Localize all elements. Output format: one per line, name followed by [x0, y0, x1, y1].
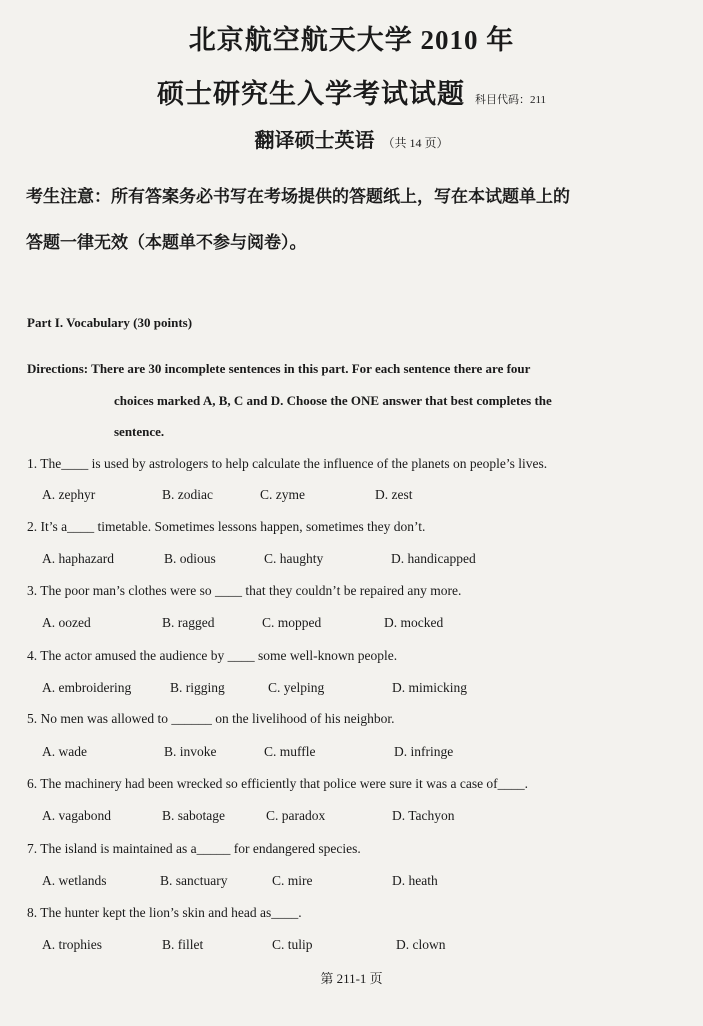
- exam-title-line: [0, 72, 703, 111]
- question-3-option-b: B. ragged: [162, 615, 215, 630]
- question-6-option-c: C. paradox: [266, 808, 326, 823]
- part-title: Part I. Vocabulary (30 points): [27, 315, 193, 330]
- exam-title-university: 北京航空航天大学 2010 年: [188, 25, 515, 55]
- question-1-option-b: B. zodiac: [162, 487, 213, 502]
- exam-title: 硕士研究生入学考试试题: [156, 79, 465, 109]
- question-1: 1. The____ is used by astrologers to help calculate the influence of the planets on people’s lives.: [27, 456, 548, 471]
- question-5-option-d: D. infringe: [394, 744, 454, 759]
- question-6-option-a: A. vagabond: [42, 808, 111, 823]
- question-7-option-b: B. sanctuary: [160, 873, 228, 888]
- question-2-option-b: B. odious: [164, 551, 216, 566]
- subject-line: [0, 124, 703, 153]
- question-8-option-b: B. fillet: [162, 937, 204, 952]
- question-3: 3. The poor man’s clothes were so ____ that they couldn’t be repaired any more.: [27, 583, 462, 598]
- question-7-option-c: C. mire: [272, 873, 313, 888]
- question-2-option-c: C. haughty: [264, 551, 324, 566]
- question-7: 7. The island is maintained as a_____ for endangered species.: [27, 841, 361, 856]
- question-7-option-a: A. wetlands: [42, 873, 107, 888]
- question-6-option-b: B. sabotage: [162, 808, 225, 823]
- question-3-option-c: C. mopped: [262, 615, 322, 630]
- directions-line-2: choices marked A, B, C and D. Choose the ONE answer that best completes the: [114, 393, 552, 408]
- question-2-option-a: A. haphazard: [42, 551, 114, 566]
- notice-line-1: 考生注意：所有答案务必书写在考场提供的答题纸上，写在本试题单上的: [26, 187, 570, 206]
- notice-line-2: 答题一律无效（本题单不参与阅卷）。: [26, 233, 307, 252]
- question-4: 4. The actor amused the audience by ____ some well-known people.: [27, 648, 398, 663]
- directions-line-1: Directions: There are 30 incomplete sentences in this part. For each sentence there are four: [27, 361, 531, 376]
- question-4-option-b: B. rigging: [170, 680, 225, 695]
- question-5-option-a: A. wade: [42, 744, 87, 759]
- question-8-option-a: A. trophies: [42, 937, 102, 952]
- question-1-option-a: A. zephyr: [42, 487, 96, 502]
- page-footer: 第 211-1 页: [320, 971, 383, 986]
- question-5-option-c: C. muffle: [264, 744, 316, 759]
- question-8-option-c: C. tulip: [272, 937, 313, 952]
- question-3-option-a: A. oozed: [42, 615, 91, 630]
- question-2-option-d: D. handicapped: [391, 551, 476, 566]
- question-4-option-d: D. mimicking: [392, 680, 467, 695]
- question-2: 2. It’s a____ timetable. Sometimes lessons happen, sometimes they don’t.: [27, 519, 426, 534]
- question-5: 5. No men was allowed to ______ on the livelihood of his neighbor.: [27, 711, 395, 726]
- question-5-option-b: B. invoke: [164, 744, 217, 759]
- question-6-option-d: D. Tachyon: [392, 808, 455, 823]
- question-8-option-d: D. clown: [396, 937, 446, 952]
- question-3-option-d: D. mocked: [384, 615, 444, 630]
- question-4-option-c: C. yelping: [268, 680, 325, 695]
- question-1-option-d: D. zest: [375, 487, 413, 502]
- question-4-option-a: A. embroidering: [42, 680, 132, 695]
- subject-code: 科目代码：211: [474, 94, 547, 106]
- question-6: 6. The machinery had been wrecked so efficiently that police were sure it was a case of____.: [27, 776, 529, 791]
- subject-title: 翻译硕士英语: [254, 130, 375, 152]
- page-count-note: （共 14 页）: [382, 136, 449, 150]
- question-1-option-c: C. zyme: [260, 487, 305, 502]
- directions-line-3: sentence.: [114, 424, 165, 439]
- question-8: 8. The hunter kept the lion’s skin and head as____.: [27, 905, 302, 920]
- question-7-option-d: D. heath: [392, 873, 438, 888]
